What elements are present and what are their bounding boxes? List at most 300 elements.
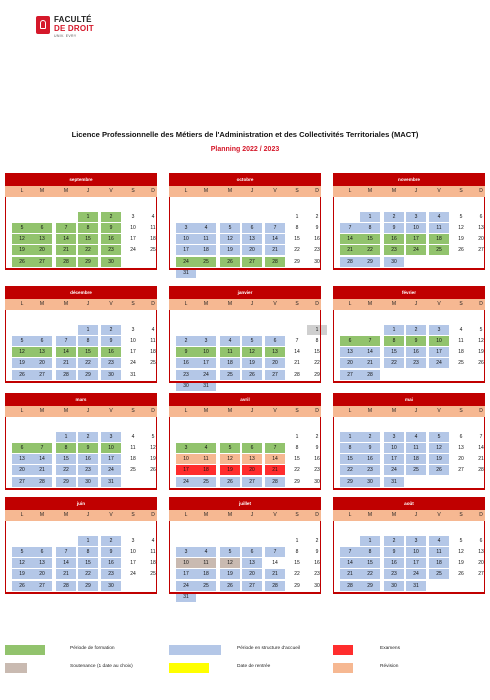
- weekday-label: L: [20, 188, 24, 194]
- calendar-border: [333, 592, 485, 594]
- day-cell: 1: [78, 536, 98, 546]
- day-cell: 22: [56, 465, 76, 475]
- day-cell: 2: [384, 212, 404, 222]
- weekday-label: V: [109, 408, 113, 414]
- day-cell: 18: [150, 236, 156, 242]
- day-cell: 29: [314, 372, 320, 378]
- day-cell: 28: [265, 581, 285, 591]
- weekday-label: S: [459, 408, 463, 414]
- day-cell: 9: [101, 547, 121, 557]
- weekday-label: M: [227, 512, 233, 518]
- day-cell: 8: [315, 338, 319, 344]
- day-cell: 23: [314, 571, 320, 577]
- day-cell: 6: [265, 336, 285, 346]
- legend-label: Période de formation: [70, 646, 115, 651]
- day-cell: 9: [360, 443, 380, 453]
- day-cell: 4: [429, 536, 449, 546]
- day-cell: 10: [384, 443, 404, 453]
- month-name: avril: [169, 393, 321, 406]
- calendar-border: [320, 310, 321, 383]
- calendar-border: [5, 521, 6, 594]
- day-cell: 10: [130, 338, 136, 344]
- weekday-label: D: [479, 188, 483, 194]
- calendar-border: [484, 310, 485, 383]
- day-cell: 17: [130, 349, 136, 355]
- day-cell: 28: [56, 257, 76, 267]
- day-cell: 9: [315, 225, 319, 231]
- weekday-label: S: [459, 301, 463, 307]
- day-cell: 17: [176, 569, 196, 579]
- day-cell: 14: [478, 445, 484, 451]
- day-cell: 14: [265, 234, 285, 244]
- day-cell: 30: [101, 581, 121, 591]
- day-cell: 10: [406, 547, 426, 557]
- day-cell: 28: [32, 477, 52, 487]
- day-cell: 19: [12, 358, 32, 368]
- day-cell: 5: [12, 223, 32, 233]
- day-cell: 4: [196, 547, 216, 557]
- day-cell: 21: [360, 358, 380, 368]
- day-cell: 31: [406, 581, 426, 591]
- day-cell: 10: [101, 443, 121, 453]
- day-cell: 1: [295, 538, 299, 544]
- day-cell: 20: [32, 245, 52, 255]
- day-cell: 24: [176, 581, 196, 591]
- day-cell: 21: [478, 456, 484, 462]
- day-cell: 10: [176, 558, 196, 568]
- day-cell: 5: [429, 432, 449, 442]
- weekday-label: M: [39, 408, 45, 414]
- day-cell: 4: [406, 432, 426, 442]
- day-cell: 1: [295, 214, 299, 220]
- page-subtitle: Planning 2022 / 2023: [210, 146, 280, 153]
- day-cell: 30: [384, 257, 404, 267]
- day-cell: 26: [150, 467, 156, 473]
- weekday-label: L: [184, 301, 188, 307]
- weekday-label: J: [414, 408, 418, 414]
- weekday-label: L: [20, 301, 24, 307]
- weekday-label: S: [459, 188, 463, 194]
- day-cell: 27: [12, 477, 32, 487]
- day-cell: 22: [314, 360, 320, 366]
- weekday-label: M: [367, 512, 373, 518]
- weekday-label: J: [414, 301, 418, 307]
- day-cell: 20: [478, 560, 484, 566]
- day-cell: 22: [360, 569, 380, 579]
- day-cell: 28: [340, 257, 360, 267]
- day-cell: 19: [150, 456, 156, 462]
- weekday-label: J: [86, 408, 90, 414]
- day-cell: 11: [150, 225, 156, 231]
- day-cell: 19: [12, 569, 32, 579]
- day-cell: 15: [294, 560, 300, 566]
- weekday-label: S: [131, 512, 135, 518]
- day-cell: 3: [406, 536, 426, 546]
- day-cell: 8: [56, 443, 76, 453]
- day-cell: 16: [101, 558, 121, 568]
- day-cell: 4: [196, 223, 216, 233]
- weekday-label: J: [86, 188, 90, 194]
- day-cell: 5: [220, 223, 240, 233]
- weekday-label: D: [151, 188, 155, 194]
- day-cell: 27: [265, 370, 285, 380]
- page-title: Licence Professionnelle des Métiers de l'Administration et des Collectivités Territoriales (MACT): [71, 130, 419, 139]
- day-cell: 15: [360, 558, 380, 568]
- day-cell: 3: [101, 432, 121, 442]
- day-cell: 24: [196, 370, 216, 380]
- weekday-label: L: [348, 408, 352, 414]
- day-cell: 19: [220, 245, 240, 255]
- day-cell: 12: [12, 558, 32, 568]
- day-cell: 11: [150, 338, 156, 344]
- day-cell: 5: [12, 547, 32, 557]
- weekday-label: D: [479, 301, 483, 307]
- day-cell: 11: [220, 347, 240, 357]
- weekday-header-row: [5, 510, 157, 521]
- day-cell: 5: [459, 538, 463, 544]
- day-cell: 25: [130, 467, 136, 473]
- day-cell: 16: [176, 358, 196, 368]
- month-calendar: [5, 497, 157, 594]
- day-cell: 31: [176, 268, 196, 278]
- weekday-label: M: [391, 301, 397, 307]
- day-cell: 26: [220, 581, 240, 591]
- month-calendar: [169, 393, 321, 490]
- day-cell: 30: [78, 477, 98, 487]
- day-cell: 25: [196, 257, 216, 267]
- day-cell: 20: [265, 358, 285, 368]
- day-cell: 6: [242, 547, 262, 557]
- day-cell: 9: [101, 336, 121, 346]
- day-cell: 7: [56, 336, 76, 346]
- day-cell: 12: [220, 558, 240, 568]
- weekday-label: M: [367, 188, 373, 194]
- day-cell: 14: [265, 454, 285, 464]
- day-cell: 26: [12, 370, 32, 380]
- day-cell: 16: [314, 560, 320, 566]
- weekday-label: D: [151, 408, 155, 414]
- weekday-label: M: [63, 188, 69, 194]
- weekday-header-row: [333, 186, 485, 197]
- weekday-header-row: [169, 510, 321, 521]
- calendar-border: [333, 521, 334, 594]
- day-cell: 21: [56, 245, 76, 255]
- day-cell: 23: [360, 465, 380, 475]
- day-cell: 7: [295, 338, 299, 344]
- month-name: août: [333, 497, 485, 510]
- month-name: janvier: [169, 286, 321, 299]
- day-cell: 4: [151, 538, 155, 544]
- day-cell: 30: [314, 583, 320, 589]
- day-cell: 22: [78, 358, 98, 368]
- day-cell: 30: [314, 259, 320, 265]
- day-cell: 16: [101, 347, 121, 357]
- day-cell: 13: [340, 347, 360, 357]
- weekday-header-row: [169, 186, 321, 197]
- month-name: septembre: [5, 173, 157, 186]
- day-cell: 23: [384, 245, 404, 255]
- day-cell: 28: [265, 477, 285, 487]
- weekday-label: M: [39, 301, 45, 307]
- day-cell: 24: [101, 465, 121, 475]
- day-cell: 22: [294, 571, 300, 577]
- day-cell: 7: [32, 443, 52, 453]
- day-cell: 18: [220, 358, 240, 368]
- day-cell: 12: [12, 234, 32, 244]
- calendar-border: [333, 417, 334, 490]
- weekday-label: D: [315, 408, 319, 414]
- day-cell: 21: [56, 569, 76, 579]
- day-cell: 28: [56, 370, 76, 380]
- day-cell: 1: [307, 325, 327, 335]
- month-name: novembre: [333, 173, 485, 186]
- legend-swatch: [5, 645, 45, 655]
- day-cell: 16: [314, 236, 320, 242]
- weekday-label: D: [151, 512, 155, 518]
- calendar-border: [169, 268, 321, 270]
- day-cell: 8: [295, 549, 299, 555]
- day-cell: 9: [315, 445, 319, 451]
- day-cell: 17: [130, 560, 136, 566]
- day-cell: 13: [242, 234, 262, 244]
- day-cell: 12: [220, 234, 240, 244]
- day-cell: 2: [315, 434, 319, 440]
- day-cell: 5: [479, 327, 483, 333]
- day-cell: 6: [12, 443, 32, 453]
- legend-swatch: [169, 645, 221, 655]
- day-cell: 24: [130, 571, 136, 577]
- day-cell: 28: [265, 257, 285, 267]
- weekday-header-row: [5, 299, 157, 310]
- day-cell: 29: [294, 259, 300, 265]
- day-cell: 21: [56, 358, 76, 368]
- weekday-label: S: [295, 188, 299, 194]
- weekday-label: V: [109, 301, 113, 307]
- day-cell: 12: [429, 443, 449, 453]
- day-cell: 29: [294, 479, 300, 485]
- weekday-label: L: [20, 408, 24, 414]
- day-cell: 10: [196, 347, 216, 357]
- day-cell: 11: [130, 445, 136, 451]
- day-cell: 28: [360, 370, 380, 380]
- day-cell: 24: [406, 245, 426, 255]
- day-cell: 24: [406, 569, 426, 579]
- day-cell: 16: [384, 558, 404, 568]
- day-cell: 25: [150, 571, 156, 577]
- legend-swatch: [169, 663, 209, 673]
- weekday-header-row: [169, 299, 321, 310]
- day-cell: 15: [360, 234, 380, 244]
- day-cell: 2: [406, 325, 426, 335]
- calendar-border: [333, 488, 485, 490]
- day-cell: 23: [384, 569, 404, 579]
- day-cell: 13: [12, 454, 32, 464]
- weekday-label: J: [86, 512, 90, 518]
- month-calendar: [169, 173, 321, 276]
- day-cell: 18: [130, 456, 136, 462]
- day-cell: 14: [56, 347, 76, 357]
- calendar-border: [320, 521, 321, 594]
- weekday-label: S: [295, 408, 299, 414]
- day-cell: 3: [429, 325, 449, 335]
- day-cell: 18: [150, 560, 156, 566]
- legend-label: Période en structure d'accueil: [237, 646, 301, 651]
- calendar-border: [333, 310, 334, 383]
- weekday-label: M: [367, 301, 373, 307]
- weekday-label: V: [273, 188, 277, 194]
- day-cell: 31: [176, 592, 196, 602]
- day-cell: 21: [294, 360, 300, 366]
- day-cell: 4: [429, 212, 449, 222]
- day-cell: 29: [78, 257, 98, 267]
- day-cell: 15: [56, 454, 76, 464]
- day-cell: 13: [242, 454, 262, 464]
- day-cell: 28: [294, 372, 300, 378]
- day-cell: 14: [272, 560, 278, 566]
- weekday-label: L: [20, 512, 24, 518]
- day-cell: 7: [265, 443, 285, 453]
- day-cell: 30: [176, 381, 196, 391]
- day-cell: 23: [101, 358, 121, 368]
- day-cell: 14: [340, 558, 360, 568]
- month-name: octobre: [169, 173, 321, 186]
- day-cell: 25: [458, 360, 464, 366]
- day-cell: 11: [458, 338, 464, 344]
- day-cell: 28: [340, 581, 360, 591]
- day-cell: 24: [130, 247, 136, 253]
- day-cell: 7: [265, 547, 285, 557]
- weekday-label: D: [315, 188, 319, 194]
- weekday-label: V: [437, 188, 441, 194]
- day-cell: 18: [196, 245, 216, 255]
- weekday-label: L: [184, 408, 188, 414]
- day-cell: 5: [151, 434, 155, 440]
- day-cell: 20: [32, 569, 52, 579]
- day-cell: 18: [150, 349, 156, 355]
- day-cell: 19: [458, 236, 464, 242]
- weekday-label: M: [203, 301, 209, 307]
- day-cell: 16: [78, 454, 98, 464]
- logo-text-univ: UNIV. EVRY: [54, 34, 77, 38]
- day-cell: 27: [340, 370, 360, 380]
- day-cell: 23: [176, 370, 196, 380]
- weekday-label: L: [184, 512, 188, 518]
- weekday-label: L: [348, 188, 352, 194]
- day-cell: 17: [406, 558, 426, 568]
- day-cell: 26: [220, 257, 240, 267]
- day-cell: 15: [384, 347, 404, 357]
- day-cell: 6: [32, 547, 52, 557]
- calendar-border: [333, 381, 485, 383]
- day-cell: 23: [78, 465, 98, 475]
- day-cell: 17: [130, 236, 136, 242]
- logo-text-faculte: FACULTÉ: [54, 15, 92, 24]
- day-cell: 11: [429, 547, 449, 557]
- weekday-label: V: [273, 301, 277, 307]
- day-cell: 19: [220, 569, 240, 579]
- calendar-border: [169, 488, 321, 490]
- month-calendar: [169, 286, 321, 389]
- calendar-border: [5, 417, 6, 490]
- day-cell: 2: [101, 536, 121, 546]
- calendar-border: [169, 417, 170, 490]
- day-cell: 19: [429, 454, 449, 464]
- weekday-label: M: [367, 408, 373, 414]
- day-cell: 8: [340, 443, 360, 453]
- weekday-label: M: [203, 512, 209, 518]
- weekday-label: D: [315, 512, 319, 518]
- day-cell: 12: [150, 445, 156, 451]
- weekday-label: V: [109, 188, 113, 194]
- day-cell: 1: [384, 325, 404, 335]
- legend-swatch: [5, 663, 27, 673]
- day-cell: 27: [478, 571, 484, 577]
- weekday-label: L: [348, 512, 352, 518]
- day-cell: 24: [429, 358, 449, 368]
- day-cell: 2: [101, 325, 121, 335]
- day-cell: 24: [130, 360, 136, 366]
- day-cell: 6: [242, 443, 262, 453]
- day-cell: 15: [314, 349, 320, 355]
- day-cell: 16: [406, 347, 426, 357]
- day-cell: 2: [315, 538, 319, 544]
- weekday-header-row: [5, 186, 157, 197]
- day-cell: 14: [294, 349, 300, 355]
- legend-swatch: [333, 663, 353, 673]
- day-cell: 30: [360, 477, 380, 487]
- legend-label: Examens: [380, 646, 400, 651]
- day-cell: 5: [459, 214, 463, 220]
- day-cell: 6: [32, 223, 52, 233]
- day-cell: 9: [315, 549, 319, 555]
- day-cell: 26: [458, 247, 464, 253]
- day-cell: 22: [78, 569, 98, 579]
- day-cell: 12: [478, 338, 484, 344]
- day-cell: 17: [384, 454, 404, 464]
- day-cell: 7: [360, 336, 380, 346]
- weekday-label: L: [184, 188, 188, 194]
- day-cell: 9: [78, 443, 98, 453]
- day-cell: 30: [314, 479, 320, 485]
- day-cell: 25: [196, 581, 216, 591]
- day-cell: 29: [78, 581, 98, 591]
- weekday-label: S: [459, 512, 463, 518]
- day-cell: 3: [131, 538, 135, 544]
- day-cell: 8: [295, 225, 299, 231]
- day-cell: 14: [56, 234, 76, 244]
- day-cell: 1: [360, 212, 380, 222]
- day-cell: 11: [196, 454, 216, 464]
- weekday-label: V: [437, 301, 441, 307]
- day-cell: 16: [384, 234, 404, 244]
- month-calendar: [5, 393, 157, 490]
- day-cell: 12: [458, 225, 464, 231]
- calendar-border: [169, 310, 170, 383]
- weekday-label: V: [273, 408, 277, 414]
- day-cell: 27: [32, 257, 52, 267]
- day-cell: 28: [478, 467, 484, 473]
- faculty-logo: [36, 14, 106, 40]
- day-cell: 10: [429, 336, 449, 346]
- day-cell: 10: [176, 234, 196, 244]
- weekday-label: M: [39, 512, 45, 518]
- day-cell: 7: [56, 223, 76, 233]
- day-cell: 7: [340, 223, 360, 233]
- day-cell: 14: [360, 347, 380, 357]
- day-cell: 21: [340, 245, 360, 255]
- day-cell: 6: [459, 434, 463, 440]
- day-cell: 5: [220, 443, 240, 453]
